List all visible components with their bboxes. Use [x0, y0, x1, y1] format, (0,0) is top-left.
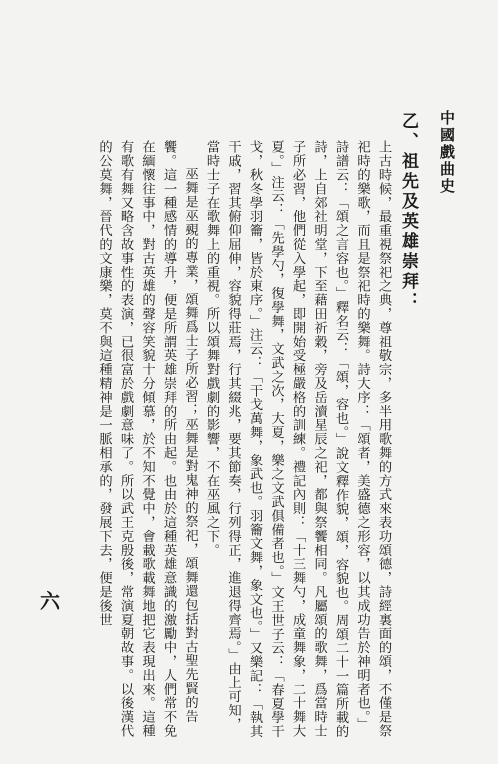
section-title: 乙、祖先及英雄崇拜：	[398, 112, 418, 312]
paragraph-2: 巫舞是巫覡的專業，頌舞爲士子所必習；巫舞是對鬼神的祭祀，頌舞還包括對古聖先賢的告饗。這一種感情的導升，便是所謂英雄崇拜的所由起。也由於這種英雄意識的激勵中，人們常不免在緬懷往事中，對古英雄的聲容笑貌十分傾慕，於不知不覺中，會載歌載舞地把它表現出來。這種有歌有舞又略含故事性的表演，已很富於戲劇意味了。所以武王克殷後，常演夏朝故事。以後漢代的公莫舞，晉代的文康樂，莫不與這種精神是一脈相承的，發展下去，便是後世	[96, 140, 198, 738]
paragraph-1: 上古時候，最重視祭祀之典，尊祖敬宗，多半用歌舞的方式來表功頌德，詩經裏面的頌，不僅是祭祀時的樂歌，而且是祭祀時的樂舞。詩大序：「頌者，美盛德之形容，以其成功告於神明者也。」詩譜云：「頌之言容也。」釋名云：「頌，容也。」說文釋作貌，頌，容貌也。周頌二十一篇所載的詩，上自郊社明堂，下至藉田祈穀，旁及岳瀆星辰之祀，都與祭饗相同。凡屬頌的歌舞，爲當時士子所必習，他們從入學起，即開始受極嚴格的訓練。禮記內則：「十三舞勺，成童舞象，二十舞大夏。」注云：「先學勺，復學舞，文武之次，大夏，樂之文武俱備者也。」文王世子云：「春夏學干戈，秋冬學羽籥，皆於東序。」注云：「干戈萬舞，象武也。羽籥文舞，象文也。」又樂記：「執其干戚，習其俯仰屈伸，容貌得莊焉，行其綴兆，要其節奏，行列得正，進退得齊焉。」由上可知，當時士子在歌舞上的重視。所以頌舞對戲劇的影響，不在巫風之下。	[204, 140, 391, 739]
body-text	[93, 140, 394, 740]
page-number: 六	[40, 589, 60, 613]
running-head: 中國戲曲史	[438, 110, 456, 195]
